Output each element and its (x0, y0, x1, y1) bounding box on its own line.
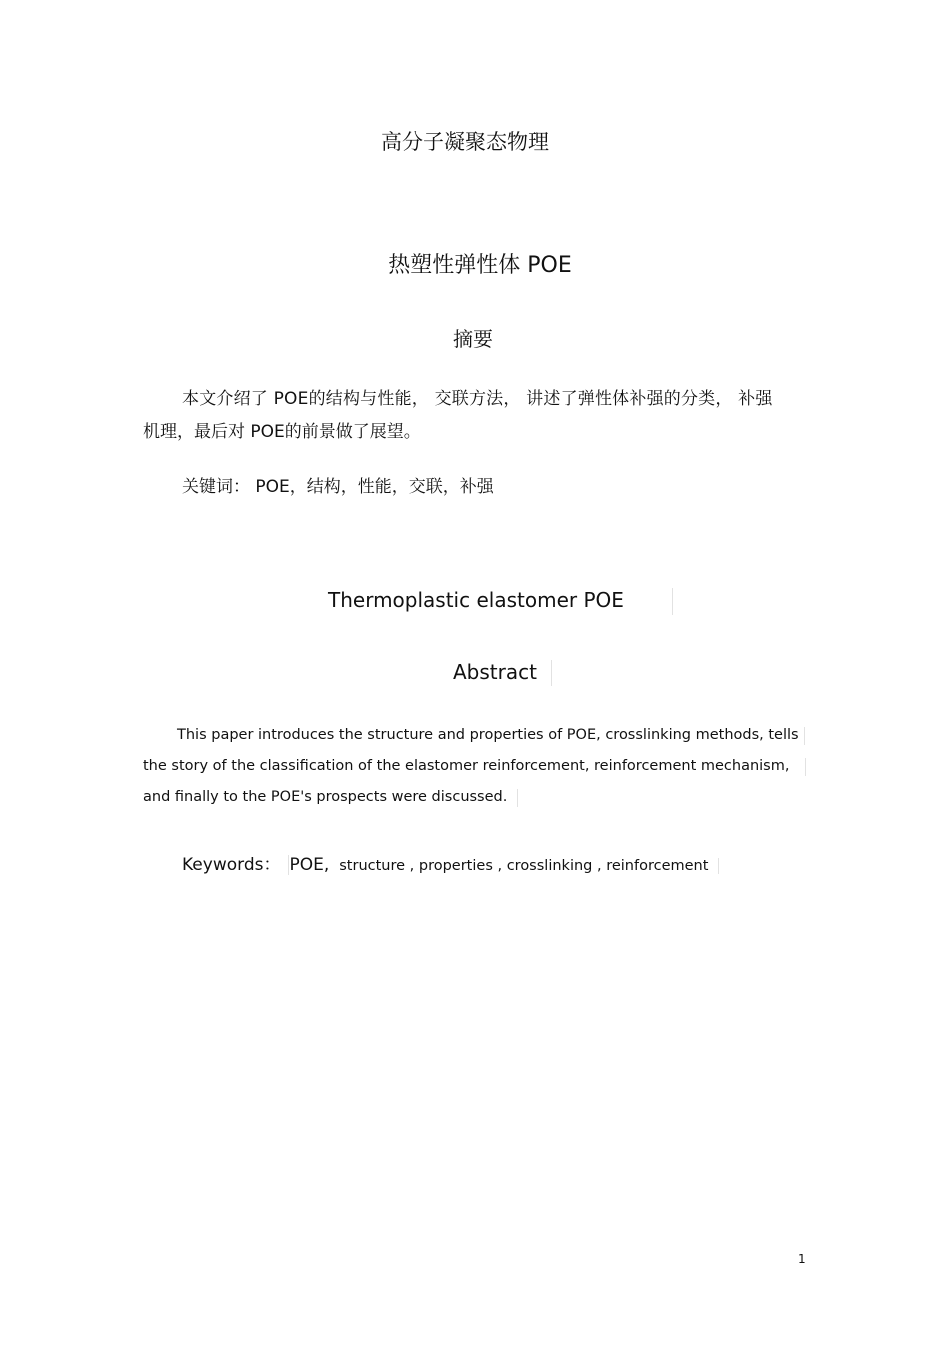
keywords-cn: 关键词： POE，结构，性能，交联，补强 (182, 477, 494, 497)
keywords-en-poe: POE, (289, 855, 330, 875)
abstract-cn-line-2: 机理，最后对 POE的前景做了展望。 (143, 422, 421, 442)
keywords-en-label: Keywords： (182, 855, 289, 875)
paper-title-cn: 热塑性弹性体 POE (388, 253, 572, 278)
abstract-heading-cn: 摘要 (453, 327, 493, 351)
abstract-en-line-2: the story of the classification of the elastomer reinforcement, reinforcement mechanism, (143, 758, 806, 776)
abstract-en-line-1: This paper introduces the structure and properties of POE, crosslinking methods, tells (177, 727, 805, 745)
abstract-heading-en: Abstract (453, 660, 552, 686)
page-number: 1 (798, 1252, 806, 1266)
abstract-en-line-3: and finally to the POE's prospects were discussed. (143, 789, 518, 807)
paper-title-en: Thermoplastic elastomer POE (326, 588, 673, 615)
keywords-en (182, 850, 719, 875)
abstract-cn-line-1: 本文介绍了 POE的结构与性能， 交联方法， 讲述了弹性体补强的分类， 补强 (182, 389, 773, 409)
keywords-en-list: structure , properties , crosslinking , reinforcement (339, 858, 719, 874)
abstract-body-cn (143, 383, 805, 449)
course-title: 高分子凝聚态物理 (381, 130, 549, 154)
